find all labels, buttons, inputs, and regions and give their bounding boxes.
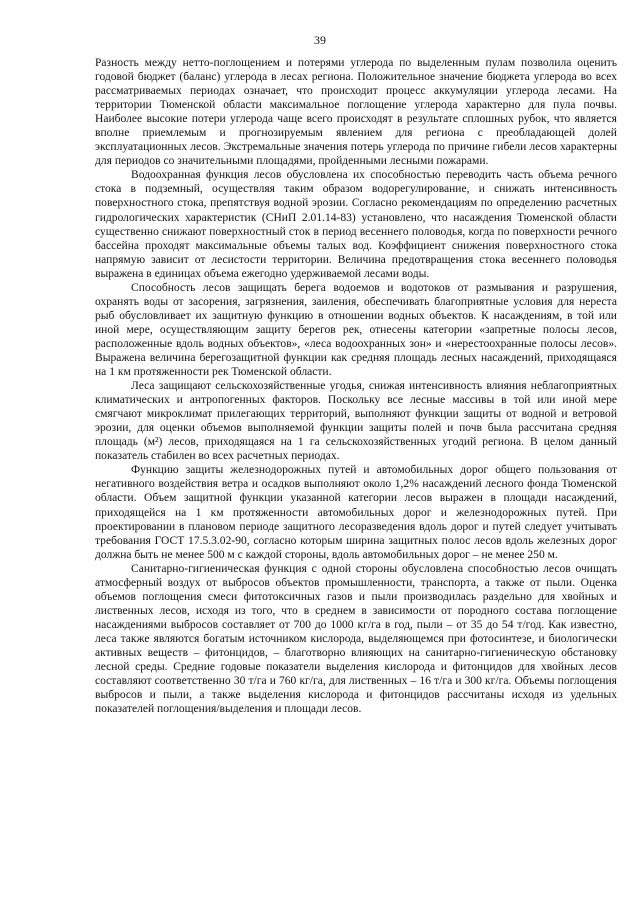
paragraph-carbon-budget: Разность между нетто-поглощением и потерями углерода по выделенным пулам позволила оценить годовой бюджет (баланс) углерода в лесах региона. Положительное значение бюджета углерода во всех рассматриваемых периодах означает, что происходит процесс аккумуляции углерода лесами. На территории Тюменской области максимальное поглощение углерода характерно для пула почвы. Наиболее высокие потери углерода чаще всего происходят в результате сплошных рубок, что является вполне приемлемым и прогнозируемым явлением для региона с преобладающей долей эксплуатационных лесов. Экстремальные значения потерь углерода по причине гибели лесов характерны для периодов со значительными площадями, пройденными лесными пожарами. bbox=[95, 57, 617, 168]
page-number: 39 bbox=[314, 33, 326, 47]
document-body bbox=[95, 56, 617, 716]
paragraph-sanitary-function: Санитарно-гигиеническая функция с одной стороны обусловлена способностью лесов очищать атмосферный воздух от выбросов объектов промышленности, транспорта, а также от пыли. Оценка объемов поглощения смеси фитотоксичных газов и пыли производилась раздельно для хвойных и лиственных лесов, исходя из того, что в среднем в зависимости от породного состава поглощение насаждениями выбросов составляет от 700 до 1000 кг/га в год, пыли – от 35 до 54 т/год. Как известно, леса также являются богатым источником кислорода, выделяющемся при фотосинтезе, и биологически активных веществ – фитонцидов, – благотворно влияющих на санитарно-гигиеническую обстановку лесной среды. Средние годовые показатели выделения кислорода и фитонцидов для хвойных лесов составляют соответственно 30 т/га и 760 кг/га, для лиственных – 16 т/га и 300 кг/га. Объемы поглощения выбросов и пыли, а также выделения кислорода и фитонцидов рассчитаны исходя из удельных показателей поглощения/выделения и площади лесов. bbox=[95, 562, 617, 716]
paragraph-field-protection: Леса защищают сельскохозяйственные угодья, снижая интенсивность влияния неблагоприятных климатических и антропогенных факторов. Поскольку все лесные массивы в той или иной мере смягчают микроклимат прилегающих территорий, выполняют функции защиты от водной и ветровой эрозии, для оценки объемов выполняемой функции защиты полей и почв была рассчитана средняя площадь (м²) лесов, приходящаяся на 1 га сельскохозяйственных угодий региона. В целом данный показатель стабилен во всех расчетных периодах. bbox=[95, 380, 617, 463]
paragraph-water-protection: Водоохранная функция лесов обусловлена их способностью переводить часть объема речного стока в подземный, осуществляя таким образом водорегулирование, и снижать интенсивность поверхностного стока, препятствуя водной эрозии. Согласно рекомендациям по определению расчетных гидрологических характеристик (СНиП 2.01.14-83) установлено, что насаждения Тюменской области существенно снижают поверхностный сток в период весеннего половодья, когда по поверхности речного бассейна проходят максимальные объемы талых вод. Коэффициент снижения поверхностного стока напрямую зависит от лесистости территории. Величина предотвращения стока весеннего половодья выражена в единицах объема ежегодно удерживаемой лесами воды. bbox=[95, 169, 617, 280]
paragraph-shore-protection: Способность лесов защищать берега водоемов и водотоков от размывания и разрушения, охранять воды от засорения, загрязнения, заиления, обеспечивать благоприятные условия для нереста рыб обусловливает их защитную функцию в отношении водных объектов. К насаждениям, в той или иной мере, осуществляющим защиту берегов рек, отнесены категории «запретные полосы лесов, расположенные вдоль водных объектов», «леса водоохранных зон» и «нерестоохранные полосы лесов». Выражена величина берегозащитной функции как средняя площадь лесных насаждений, приходящаяся на 1 км протяженности рек Тюменской области. bbox=[95, 281, 617, 379]
paragraph-road-protection: Функцию защиты железнодорожных путей и автомобильных дорог общего пользования от негативного воздействия ветра и осадков выполняют около 1,2% насаждений лесного фонда Тюменской области. Объем защитной функции указанной категории лесов выражен в площади насаждений, приходящейся на 1 км протяженности автомобильных дорог и железнодорожных путей. При проектировании в плановом периоде защитного лесоразведения вдоль дорог и путей следует учитывать требования ГОСТ 17.5.3.02-90, согласно которым ширина защитных полос лесов вдоль железных дорог должна быть не менее 500 м с каждой стороны, вдоль автомобильных дорог – не менее 250 м. bbox=[95, 464, 617, 561]
